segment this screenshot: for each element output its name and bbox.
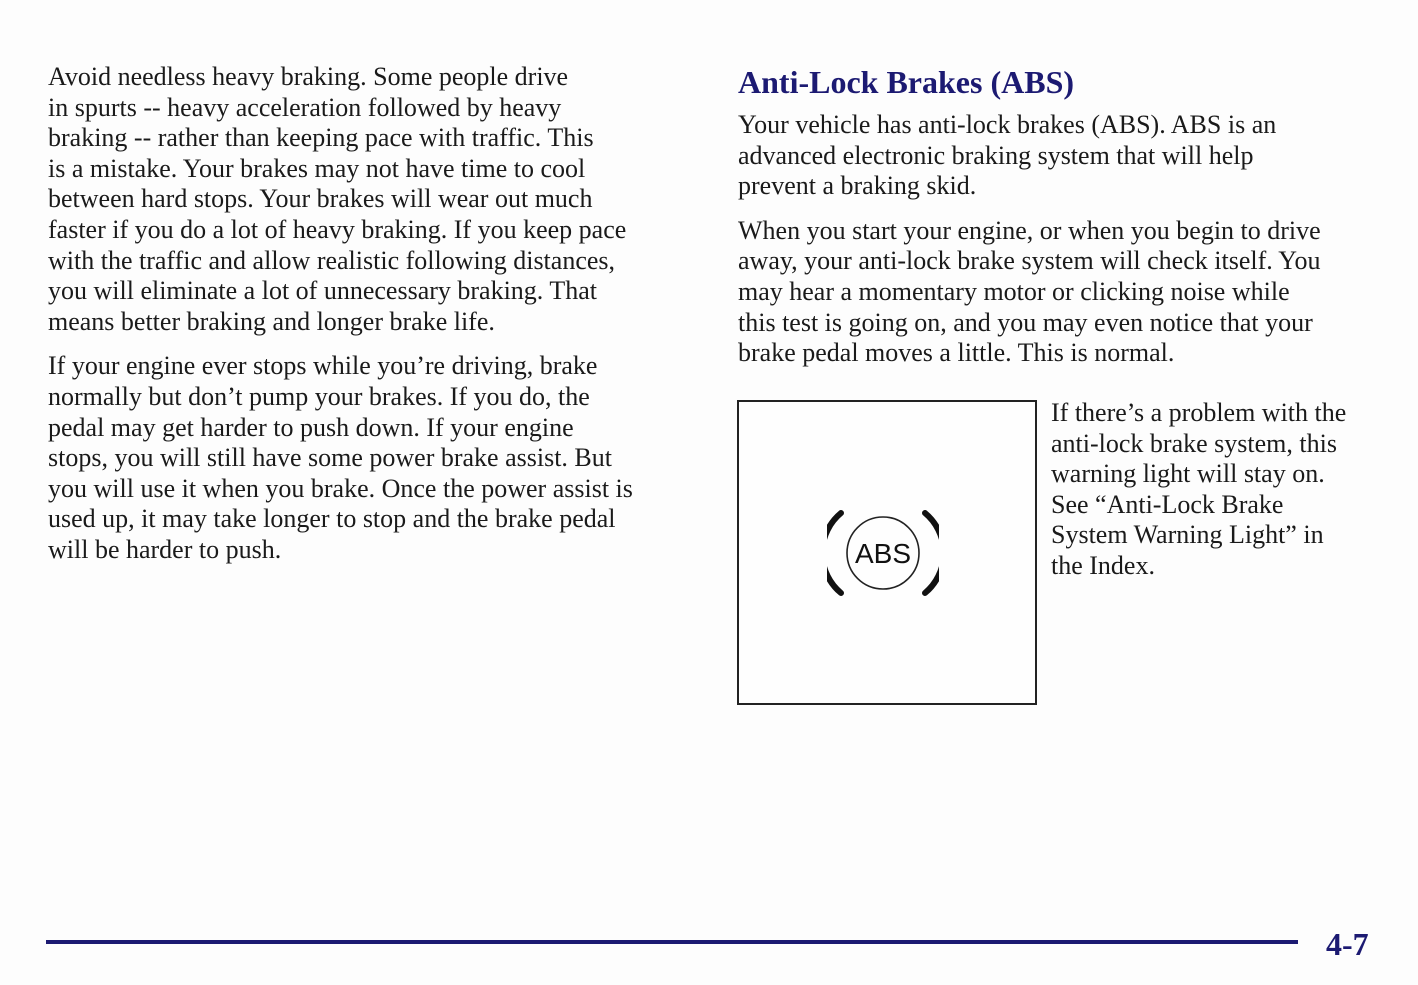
- text-line: normally but don’t pump your brakes. If you do, the: [48, 381, 590, 411]
- text-line: pedal may get harder to push down. If your engine: [48, 412, 574, 442]
- warning-light-caption: [1051, 398, 1381, 582]
- text-line: stops, you will still have some power brake assist. But: [48, 443, 613, 473]
- text-line: warning light will stay on.: [1051, 459, 1325, 489]
- text-line: If your engine ever stops while you’re driving, brake: [48, 351, 598, 381]
- text-line: you will eliminate a lot of unnecessary braking. That: [48, 276, 597, 306]
- text-line: prevent a braking skid.: [738, 171, 977, 201]
- right-column: [738, 62, 1378, 383]
- text-line: advanced electronic braking system that will help: [738, 140, 1254, 170]
- text-line: you will use it when you brake. Once the power assist is: [48, 473, 633, 503]
- text-line: between hard stops. Your brakes will wear out much: [48, 184, 593, 214]
- text-line: the Index.: [1051, 550, 1155, 580]
- text-line: Your vehicle has anti-lock brakes (ABS). ABS is an: [738, 110, 1277, 139]
- text-line: See “Anti-Lock Brake: [1051, 489, 1284, 519]
- text-line: System Warning Light” in: [1051, 520, 1324, 550]
- text-line: braking -- rather than keeping pace with traffic. This: [48, 123, 594, 153]
- footer-rule: [46, 940, 1298, 944]
- text-line: is a mistake. Your brakes may not have time to cool: [48, 153, 586, 183]
- text-line: When you start your engine, or when you begin to drive: [738, 215, 1321, 245]
- text-line: If there’s a problem with the: [1051, 398, 1347, 427]
- text-line: will be harder to push.: [48, 534, 282, 564]
- abs-warning-light-icon: [827, 505, 939, 605]
- text-line: this test is going on, and you may even notice that your: [738, 307, 1313, 337]
- text-line: with the traffic and allow realistic following distances,: [48, 245, 616, 275]
- paragraph-heavy-braking: [48, 62, 688, 337]
- text-line: faster if you do a lot of heavy braking. If you keep pace: [48, 214, 627, 244]
- paragraph-abs-intro: [738, 110, 1378, 202]
- text-line: brake pedal moves a little. This is normal.: [738, 338, 1175, 368]
- text-line: may hear a momentary motor or clicking noise while: [738, 276, 1290, 306]
- text-line: in spurts -- heavy acceleration followed by heavy: [48, 92, 562, 122]
- section-heading: Anti-Lock Brakes (ABS): [738, 64, 1075, 100]
- text-line: Avoid needless heavy braking. Some people drive: [48, 62, 569, 91]
- abs-icon-label: ABS: [854, 538, 912, 569]
- text-line: used up, it may take longer to stop and the brake pedal: [48, 504, 616, 534]
- paragraph-abs-self-check: [738, 216, 1378, 369]
- page-number: 4-7: [1326, 926, 1369, 962]
- text-line: away, your anti-lock brake system will check itself. You: [738, 246, 1321, 276]
- text-line: means better braking and longer brake life.: [48, 306, 495, 336]
- text-line: anti-lock brake system, this: [1051, 428, 1337, 458]
- left-column: [48, 62, 688, 580]
- paragraph-engine-stops: [48, 351, 688, 565]
